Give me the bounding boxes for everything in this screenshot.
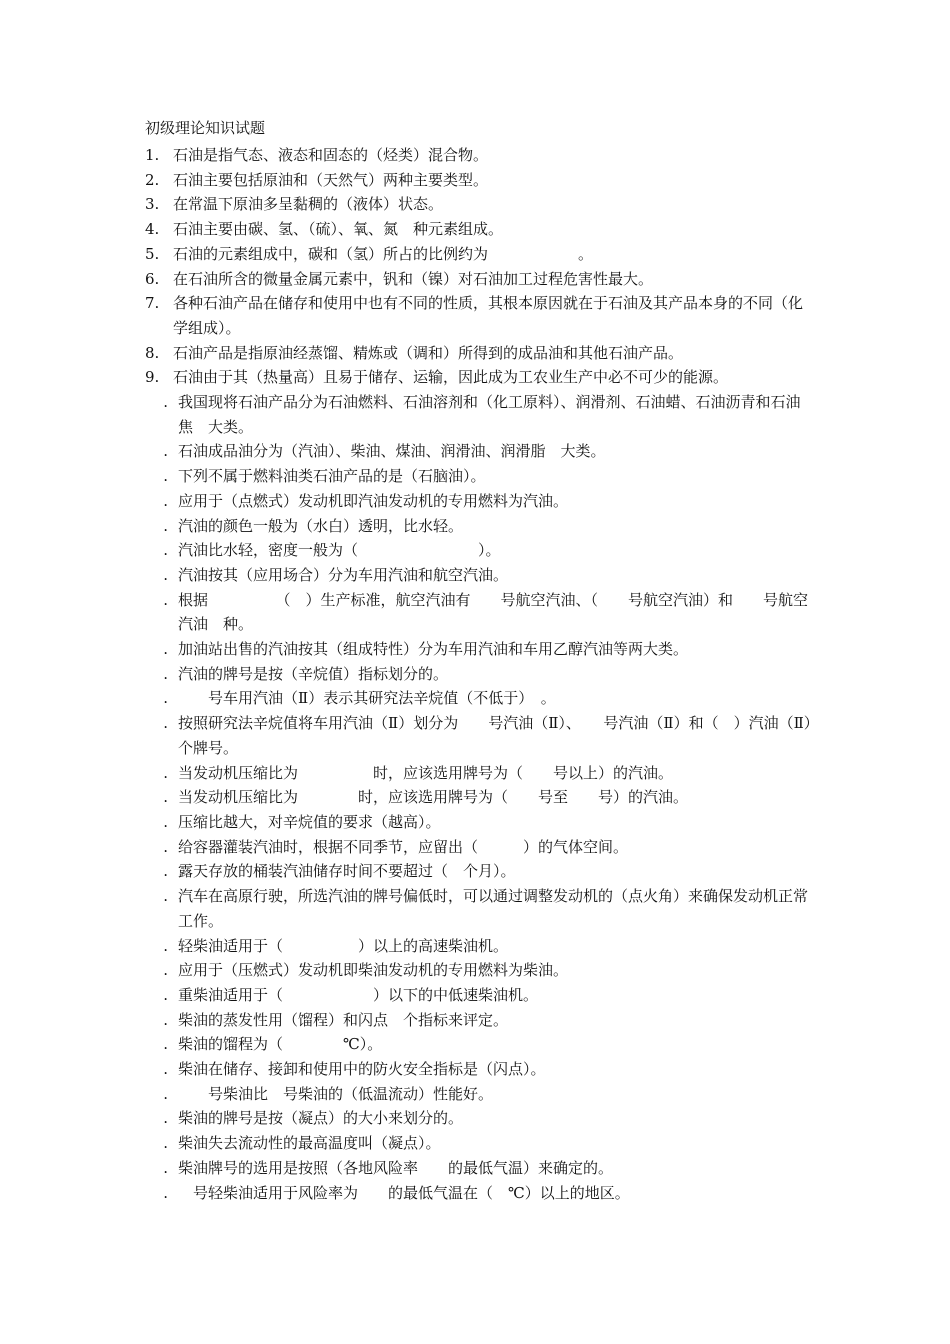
question-text: 我国现将石油产品分为石油燃料、石油溶剂和（化工原料）、润滑剂、石油蜡、石油沥青和石油焦 大类。: [178, 393, 801, 436]
question-number: .: [163, 862, 168, 881]
question-text: 石油产品是指原油经蒸馏、精炼或（调和）所得到的成品油和其他石油产品。: [173, 343, 684, 362]
question-number: .: [163, 664, 168, 683]
question-text: 号柴油比 号柴油的（低温流动）性能好。: [178, 1084, 494, 1103]
question-text: 应用于（压燃式）发动机即柴油发动机的专用燃料为柴油。: [178, 961, 569, 980]
question-number: .: [163, 565, 168, 584]
question-text: 石油由于其（热量高）且易于储存、运输，因此成为工农业生产中必不可少的能源。: [173, 368, 729, 387]
question-item: [145, 489, 815, 514]
question-number: 1.: [145, 146, 160, 164]
question-item: [145, 217, 815, 242]
question-item: [145, 637, 815, 662]
question-item: [145, 439, 815, 464]
question-text: 柴油的蒸发性用（馏程）和闪点 个指标来评定。: [178, 1010, 509, 1029]
question-text: 露天存放的桶装汽油储存时间不要超过（ 个月）。: [178, 862, 516, 881]
question-text: 号车用汽油（Ⅱ）表示其研究法辛烷值（不低于） 。: [178, 689, 556, 708]
question-number: .: [163, 491, 168, 510]
question-text: 石油成品油分为（汽油）、柴油、煤油、润滑油、润滑脂 大类。: [178, 442, 606, 461]
question-text: 汽油的颜色一般为（水白）透明，比水轻。: [178, 516, 464, 535]
question-item: [145, 810, 815, 835]
document-title: 初级理论知识试题: [145, 119, 266, 137]
question-number: .: [163, 1060, 168, 1079]
question-number: .: [163, 442, 168, 461]
question-number: .: [163, 1084, 168, 1103]
question-text: 轻柴油适用于（ ）以上的高速柴油机。: [178, 936, 509, 955]
question-item: [145, 835, 815, 860]
question-item: [145, 341, 815, 366]
question-item: [145, 291, 815, 340]
question-item: [145, 1008, 815, 1033]
question-text: 汽油比水轻，密度一般为（ ）。: [178, 541, 501, 560]
question-text: 柴油的馏程为（ ℃）。: [178, 1035, 383, 1054]
question-item: [145, 983, 815, 1008]
question-text: 号轻柴油适用于风险率为 的最低气温在（ ℃）以上的地区。: [178, 1183, 630, 1202]
question-text: 压缩比越大，对辛烷值的要求（越高）。: [178, 812, 441, 831]
question-text: 柴油在储存、接卸和使用中的防火安全指标是（闪点）。: [178, 1060, 546, 1079]
question-item: [145, 1181, 815, 1206]
question-item: [145, 884, 815, 933]
question-item: [145, 168, 815, 193]
question-number: .: [163, 837, 168, 856]
question-text: 石油的元素组成中，碳和（氢）所占的比例约为 。: [173, 244, 594, 263]
question-number: .: [163, 763, 168, 782]
question-item: [145, 1032, 815, 1057]
question-text: 当发动机压缩比为 时，应该选用牌号为（ 号至 号）的汽油。: [178, 788, 689, 807]
question-item: [145, 686, 815, 711]
question-number: .: [163, 714, 168, 733]
question-text: 根据 （ ）生产标准，航空汽油有 号航空汽油、（ 号航空汽油）和 号航空汽油 种。: [178, 590, 809, 634]
question-item: [145, 588, 815, 637]
question-number: 9.: [145, 368, 160, 387]
question-number: .: [163, 936, 168, 955]
question-text: 石油是指气态、液态和固态的（烃类）混合物。: [173, 146, 489, 164]
question-item: [145, 761, 815, 786]
question-text: 石油主要包括原油和（天然气）两种主要类型。: [173, 170, 489, 189]
question-number: .: [163, 1183, 168, 1202]
question-item: [145, 464, 815, 489]
question-item: [145, 365, 815, 390]
question-item: [145, 1082, 815, 1107]
question-item: [145, 1057, 815, 1082]
question-text: 汽油的牌号是按（辛烷值）指标划分的。: [178, 664, 449, 683]
question-text: 当发动机压缩比为 时，应该选用牌号为（ 号以上）的汽油。: [178, 763, 674, 782]
question-number: .: [163, 1134, 168, 1153]
question-item: [145, 538, 815, 563]
question-text: 汽车在高原行驶，所选汽油的牌号偏低时，可以通过调整发动机的（点火角）来确保发动机正常工作。: [178, 887, 809, 930]
question-text: 按照研究法辛烷值将车用汽油（Ⅱ）划分为 号汽油（Ⅱ）、 号汽油（Ⅱ）和（ ）汽油（Ⅱ） 个牌号。: [178, 714, 827, 757]
question-number: 2.: [145, 170, 160, 189]
question-text: 在石油所含的微量金属元素中，钒和（镍）对石油加工过程危害性最大。: [173, 269, 654, 288]
question-number: 8.: [145, 343, 160, 362]
question-number: .: [163, 590, 168, 609]
question-number: .: [163, 640, 168, 659]
question-list: [145, 143, 827, 1205]
question-number: .: [163, 689, 168, 708]
question-number: 5.: [145, 244, 160, 263]
question-text: 加油站出售的汽油按其（组成特性）分为车用汽油和车用乙醇汽油等两大类。: [178, 640, 689, 659]
question-item: [145, 192, 815, 217]
question-item: [145, 563, 815, 588]
question-item: [145, 1131, 815, 1156]
question-text: 给容器灌装汽油时，根据不同季节，应留出（ ）的气体空间。: [178, 837, 629, 856]
question-number: 4.: [145, 220, 160, 239]
question-text: 柴油的牌号是按（凝点）的大小来划分的。: [178, 1109, 464, 1128]
question-item: [145, 390, 815, 439]
question-text: 应用于（点燃式）发动机即汽油发动机的专用燃料为汽油。: [178, 491, 569, 510]
question-item: [145, 785, 815, 810]
question-number: 7.: [145, 294, 160, 313]
question-item: [145, 514, 815, 539]
question-item: [145, 242, 815, 267]
question-number: .: [163, 1158, 168, 1177]
question-text: 各种石油产品在储存和使用中也有不同的性质，其根本原因就在于石油及其产品本身的不同（化学组成）。: [173, 294, 804, 337]
question-number: .: [163, 1035, 168, 1054]
question-text: 柴油牌号的选用是按照（各地风险率 的最低气温）来确定的。: [178, 1158, 614, 1177]
question-text: 在常温下原油多呈黏稠的（液体）状态。: [173, 195, 444, 214]
question-number: .: [163, 541, 168, 560]
question-item: [145, 662, 815, 687]
question-number: .: [163, 985, 168, 1004]
question-text: 石油主要由碳、氢、（硫）、氧、氮 种元素组成。: [173, 220, 504, 239]
question-item: [145, 143, 815, 168]
question-number: .: [163, 788, 168, 807]
question-item: [145, 859, 815, 884]
question-number: .: [163, 1010, 168, 1029]
question-number: .: [163, 393, 168, 412]
question-text: 汽油按其（应用场合）分为车用汽油和航空汽油。: [178, 565, 509, 584]
question-text: 重柴油适用于（ ）以下的中低速柴油机。: [178, 985, 539, 1004]
question-text: 下列不属于燃料油类石油产品的是（石脑油）。: [178, 467, 486, 486]
question-number: .: [163, 1109, 168, 1128]
question-item: [145, 1106, 815, 1131]
question-item: [145, 1156, 815, 1181]
question-number: 3.: [145, 195, 160, 214]
question-number: .: [163, 516, 168, 535]
question-number: .: [163, 961, 168, 980]
question-number: .: [163, 887, 168, 906]
question-item: [145, 711, 827, 760]
question-item: [145, 958, 815, 983]
question-number: 6.: [145, 269, 160, 288]
question-number: .: [163, 812, 168, 831]
question-item: [145, 934, 815, 959]
question-text: 柴油失去流动性的最高温度叫（凝点）。: [178, 1134, 441, 1153]
question-item: [145, 267, 815, 292]
question-number: .: [163, 467, 168, 486]
